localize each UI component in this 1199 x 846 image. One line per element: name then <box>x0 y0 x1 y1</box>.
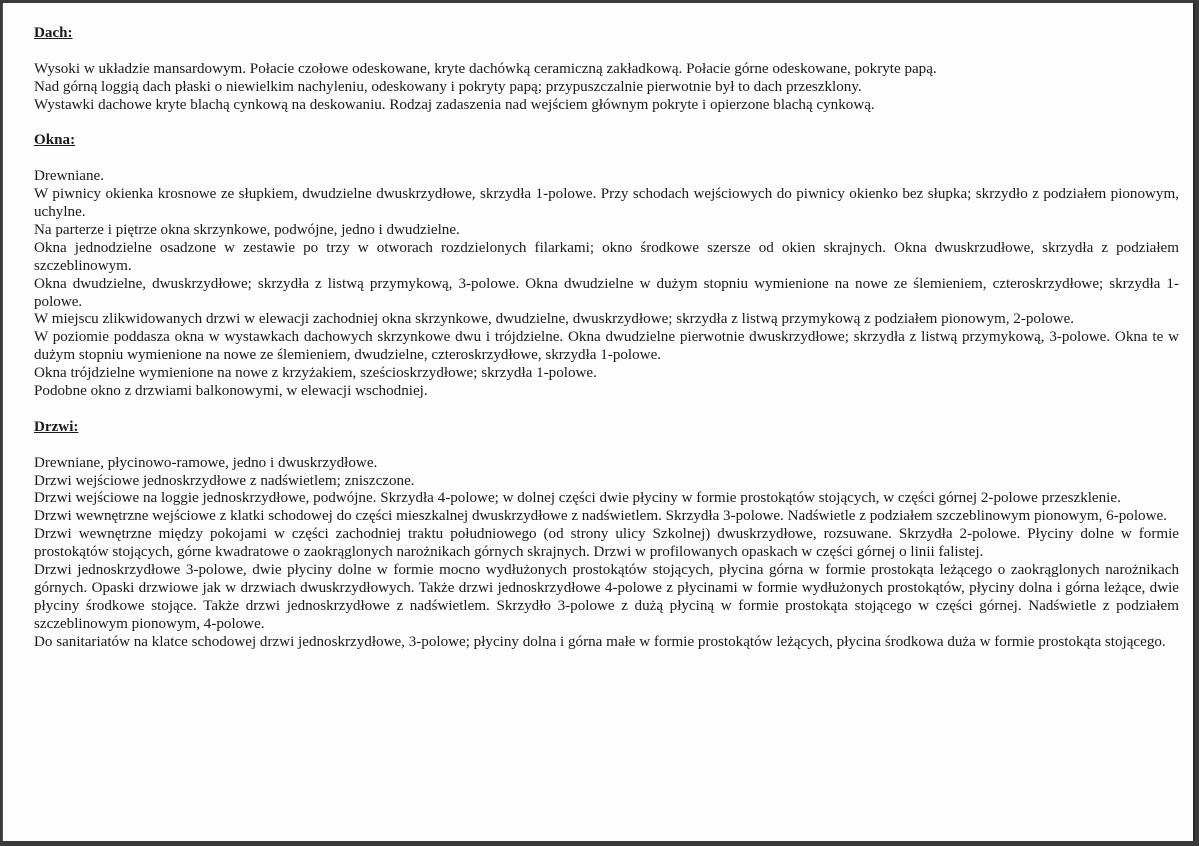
scanned-page <box>2 3 1195 841</box>
paragraph: Drzwi wewnętrzne między pokojami w części zachodniej traktu południowego (od strony ulicy Szkolnej) dwuskrzydłowe, rozsuwane. Skrzydła 2-polowe. Płyciny dolne w formie prostokątów stojących, górne kwadratowe o zaokrąglonych narożnikach górnych skrajnych. Drzwi w profilowanych opaskach w części górnej o linii falistej. <box>34 526 1179 561</box>
section-okna <box>34 132 1179 401</box>
paragraph: Drzwi wejściowe na loggie jednoskrzydłowe, podwójne. Skrzydła 4-polowe; w dolnej części dwie płyciny w formie prostokątów stojących, w części górnej 2-polowe przeszklenie. <box>34 490 1121 507</box>
document-body <box>34 25 1179 669</box>
paragraph: Okna dwudzielne, dwuskrzydłowe; skrzydła z listwą przymykową, 3-polowe. Okna dwudzielne w dużym stopniu wymienione na nowe ze ślemieniem, czteroskrzydłowe; skrzydła 1-polowe. <box>34 275 1179 310</box>
paragraph: Okna jednodzielne osadzone w zestawie po trzy w otworach rozdzielonych filarkami; okno środkowe szersze od okien skrajnych. Okna dwuskrzudłowe, skrzydła z podziałem szczeblinowym. <box>34 239 1179 274</box>
paragraph: Na parterze i piętrze okna skrzynkowe, podwójne, jedno i dwudzielne. <box>34 221 460 238</box>
section-title-dach: Dach: <box>34 25 73 41</box>
paragraph: Okna trójdzielne wymienione na nowe z krzyżakiem, sześcioskrzydłowe; skrzydła 1-polowe. <box>34 365 597 382</box>
paragraph: W poziomie poddasza okna w wystawkach dachowych skrzynkowe dwu i trójdzielne. Okna dwudzielne pierwotnie dwuskrzydłowe; skrzydła z listwą przymykową, 3-polowe. Okna te w dużym stopniu wymienione na nowe ze ślemieniem, dwudzielne, czteroskrzydłowe, skrzydła 1-polowe. <box>34 329 1179 364</box>
section-drzwi <box>34 419 1179 652</box>
paragraph: Podobne okno z drzwiami balkonowymi, w elewacji wschodniej. <box>34 383 428 400</box>
paragraph: Do sanitariatów na klatce schodowej drzwi jednoskrzydłowe, 3-polowe; płyciny dolna i górna małe w formie prostokątów leżących, płycina środkowa duża w formie prostokąta stojącego. <box>34 633 1166 650</box>
paragraph: Nad górną loggią dach płaski o niewielkim nachyleniu, odeskowany i pokryty papą; przypuszczalnie pierwotnie był to dach przeszklony. <box>34 78 862 95</box>
paragraph: W miejscu zlikwidowanych drzwi w elewacji zachodniej okna skrzynkowe, dwudzielne, dwuskrzydłowe; skrzydła z listwą przymykową z podziałem pionowym, 2-polowe. <box>34 311 1075 328</box>
paragraph: Drewniane, płycinowo-ramowe, jedno i dwuskrzydłowe. <box>34 454 378 471</box>
paragraph: Drzwi jednoskrzydłowe 3-polowe, dwie płyciny dolne w formie mocno wydłużonych prostokątów stojących, płycina górna w formie prostokąta leżącego o zaokrąglonych narożnikach górnych. Opaski drzwiowe jak w drzwiach dwuskrzydłowych. Także drzwi jednoskrzydłowe 4-polowe z płycinami w formie wydłużonych prostokątów, płyciny dolna i górna leżące, dwie płyciny środkowe stojące. Także drzwi jednoskrzydłowe z nadświetlem. Skrzydło 3-polowe z dużą płyciną w formie prostokąta stojącego w części górnej. Nadświetle z podziałem szczeblinowym pionowym, 4-polowe. <box>34 562 1179 632</box>
paragraph: Drzwi wewnętrzne wejściowe z klatki schodowej do części mieszkalnej dwuskrzydłowe z nadświetlem. Skrzydła 3-polowe. Nadświetle z podziałem szczeblinowym pionowym, 6-polowe. <box>34 508 1167 525</box>
paragraph: Wysoki w układzie mansardowym. Połacie czołowe odeskowane, kryte dachówką ceramiczną zakładkową. Połacie górne odeskowane, pokryte papą. <box>34 60 937 77</box>
paragraph: W piwnicy okienka krosnowe ze słupkiem, dwudzielne dwuskrzydłowe, skrzydła 1-polowe. Przy schodach wejściowych do piwnicy okienko bez słupka; skrzydło z podziałem pionowym, uchylne. <box>34 186 1179 220</box>
paragraph: Wystawki dachowe kryte blachą cynkową na deskowaniu. Rodzaj zadaszenia nad wejściem głównym pokryte i opierzone blachą cynkową. <box>34 96 875 113</box>
section-dach <box>34 25 1179 115</box>
paragraph: Drzwi wejściowe jednoskrzydłowe z nadświetlem; zniszczone. <box>34 472 415 489</box>
section-title-okna: Okna: <box>34 132 76 149</box>
paragraph: Drewniane. <box>34 168 104 185</box>
section-title-drzwi: Drzwi: <box>34 418 79 435</box>
